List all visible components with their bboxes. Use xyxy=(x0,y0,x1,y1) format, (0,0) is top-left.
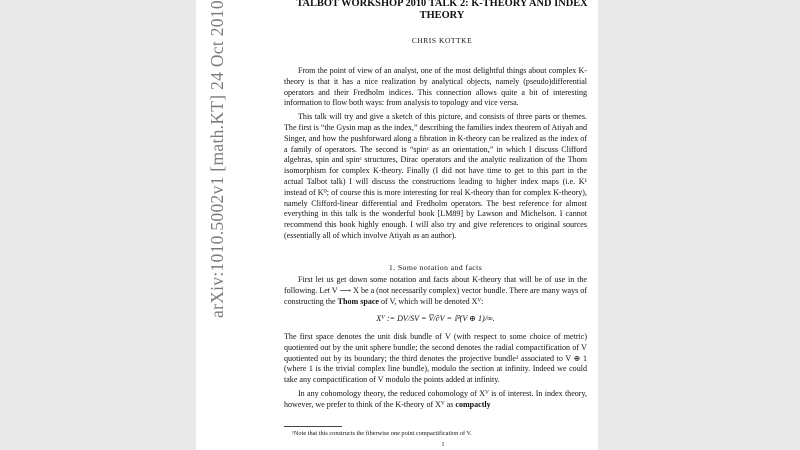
paper-title: TALBOT WORKSHOP 2010 TALK 2: K-THEORY AND INDEX THEORY xyxy=(296,0,588,21)
section-p3-text: In any cohomology theory, the reduced cohomology of Xⱽ is of interest. In index theory, however, we prefer to think of the K-theory of Xⱽ as xyxy=(284,388,587,409)
section-body xyxy=(284,332,587,411)
section-paragraph-2: The first space denotes the unit disk bundle of V (with respect to some choice of metric) quotiented out by the unit sphere bundle; the second denotes the radial compactification of V quotiented out by its boundary; the third denotes the projective bundle¹ associated to V ⊕ 1 (where 1 is the trivial complex line bundle), modulo the section at infinity. Indeed we could take any compactification of V modulo the points added at infinity. xyxy=(284,332,587,385)
section-p1-text-a: First let us get down some notation and facts about K-theory that will be of use in the following. Let V ⟶ X be a (not necessarily complex) vector bundle. There are many ways of constructing the xyxy=(284,275,587,306)
introduction xyxy=(284,66,587,242)
section-p1-text-b: of V, which will be denoted Xⱽ: xyxy=(379,296,484,306)
thom-space-term: Thom space xyxy=(337,296,379,306)
footnote-divider xyxy=(284,426,342,427)
thom-space-equation: Xⱽ := DV/SV = V̅/∂V = ℙ(V ⊕ 1)/∞. xyxy=(376,314,495,323)
section-paragraph-1 xyxy=(284,275,587,307)
compactly-term: compactly xyxy=(455,399,491,409)
author-name: CHRIS KOTTKE xyxy=(411,36,473,45)
arxiv-identifier-stamp: arXiv:1010.5002v1 [math.KT] 24 Oct 2010 xyxy=(207,0,227,318)
footnote: ¹Note that this constructs the fiberwise one point compactification of V. xyxy=(292,430,472,437)
section-heading: 1. Some notation and facts xyxy=(388,263,483,272)
intro-paragraph-2: This talk will try and give a sketch of this picture, and consists of three parts or themes. The first is “the Gysin map as the index,” describing the families index theorem of Atiyah and Singer, and how the pushforward along a fibration in K-theory can be realized as the index of a family of operators. The second is “spinᶜ as an orientation,” in which I discuss Clifford algebras, spin and spinᶜ structures, Dirac operators and the analytic realization of the Thom isomorphism for complex K-theory. Finally (I did not have time to get to this part in the actual Talbot talk) I will discuss the constructions leading to higher index maps (i.e. K¹ instead of K⁰; of course this is more interesting for real K-theory than for complex K-theory), namely Clifford-linear differential and Fredholm operators. The best reference for almost everything in this talk is the wonderful book [LM89] by Lawson and Michelson. I cannot recommend this book highly enough. I will also try and give references to original sources (essentially all of which involve Atiyah as an author). xyxy=(284,112,587,240)
section-paragraph-3 xyxy=(284,389,587,411)
intro-paragraph-1: From the point of view of an analyst, one of the most delightful things about complex K-theory is that it has a nice realization by analytical objects, namely (pseudo)differential operators and their Fredholm indices. This connection allows quite a bit of interesting information to flow both ways: from analysis to topology and vice versa. xyxy=(284,66,587,108)
page-number: 1 xyxy=(441,441,445,448)
